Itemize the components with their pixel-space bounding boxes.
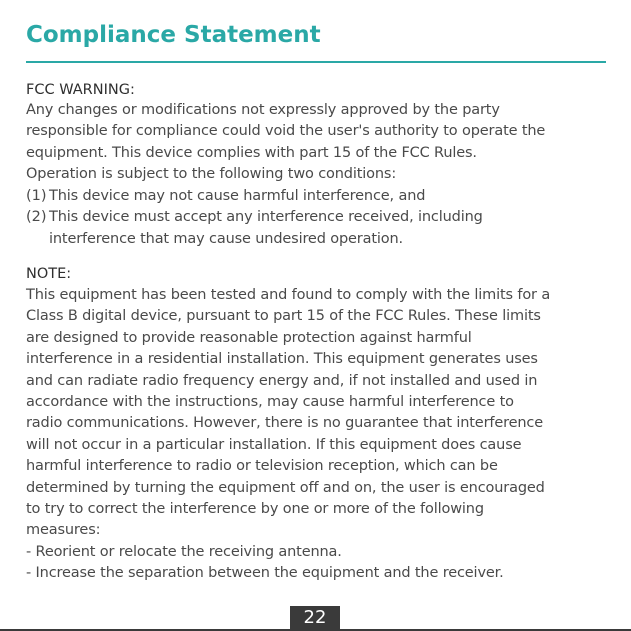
note-line: will not occur in a particular installation. If this equipment does cause (26, 437, 522, 453)
note-measure-item: - Increase the separation between the equipment and the receiver. (26, 565, 504, 581)
title-divider (26, 61, 606, 63)
condition-text: This device may not cause harmful interference, and (49, 188, 426, 204)
note-line: radio communications. However, there is no guarantee that interference (26, 415, 544, 431)
note-line: This equipment has been tested and found to comply with the limits for a (26, 287, 551, 303)
condition-number: (1) (26, 188, 47, 204)
note-line: accordance with the instructions, may cause harmful interference to (26, 394, 514, 410)
note-line: interference in a residential installation. This equipment generates uses (26, 351, 538, 367)
note-heading: NOTE: (26, 266, 72, 282)
note-line: measures: (26, 522, 101, 538)
fcc-warning-heading: FCC WARNING: (26, 82, 135, 98)
page-title: Compliance Statement (26, 22, 321, 48)
fcc-warning-line: Any changes or modifications not expressly approved by the party (26, 102, 500, 118)
condition-text: This device must accept any interference received, including (49, 209, 483, 225)
fcc-warning-line: Operation is subject to the following two conditions: (26, 166, 397, 182)
note-line: are designed to provide reasonable protection against harmful (26, 330, 472, 346)
condition-number: (2) (26, 209, 47, 225)
fcc-warning-line: responsible for compliance could void the user's authority to operate the (26, 123, 546, 139)
fcc-warning-line: equipment. This device complies with part 15 of the FCC Rules. (26, 145, 477, 161)
note-line: determined by turning the equipment off and on, the user is encouraged (26, 480, 545, 496)
note-line: and can radiate radio frequency energy and, if not installed and used in (26, 373, 538, 389)
note-line: Class B digital device, pursuant to part 15 of the FCC Rules. These limits (26, 308, 541, 324)
page-number: 22 (290, 606, 340, 630)
note-line: harmful interference to radio or television reception, which can be (26, 458, 498, 474)
note-measure-item: - Reorient or relocate the receiving antenna. (26, 544, 342, 560)
note-line: to try to correct the interference by one or more of the following (26, 501, 484, 517)
condition-text: interference that may cause undesired operation. (49, 231, 403, 247)
